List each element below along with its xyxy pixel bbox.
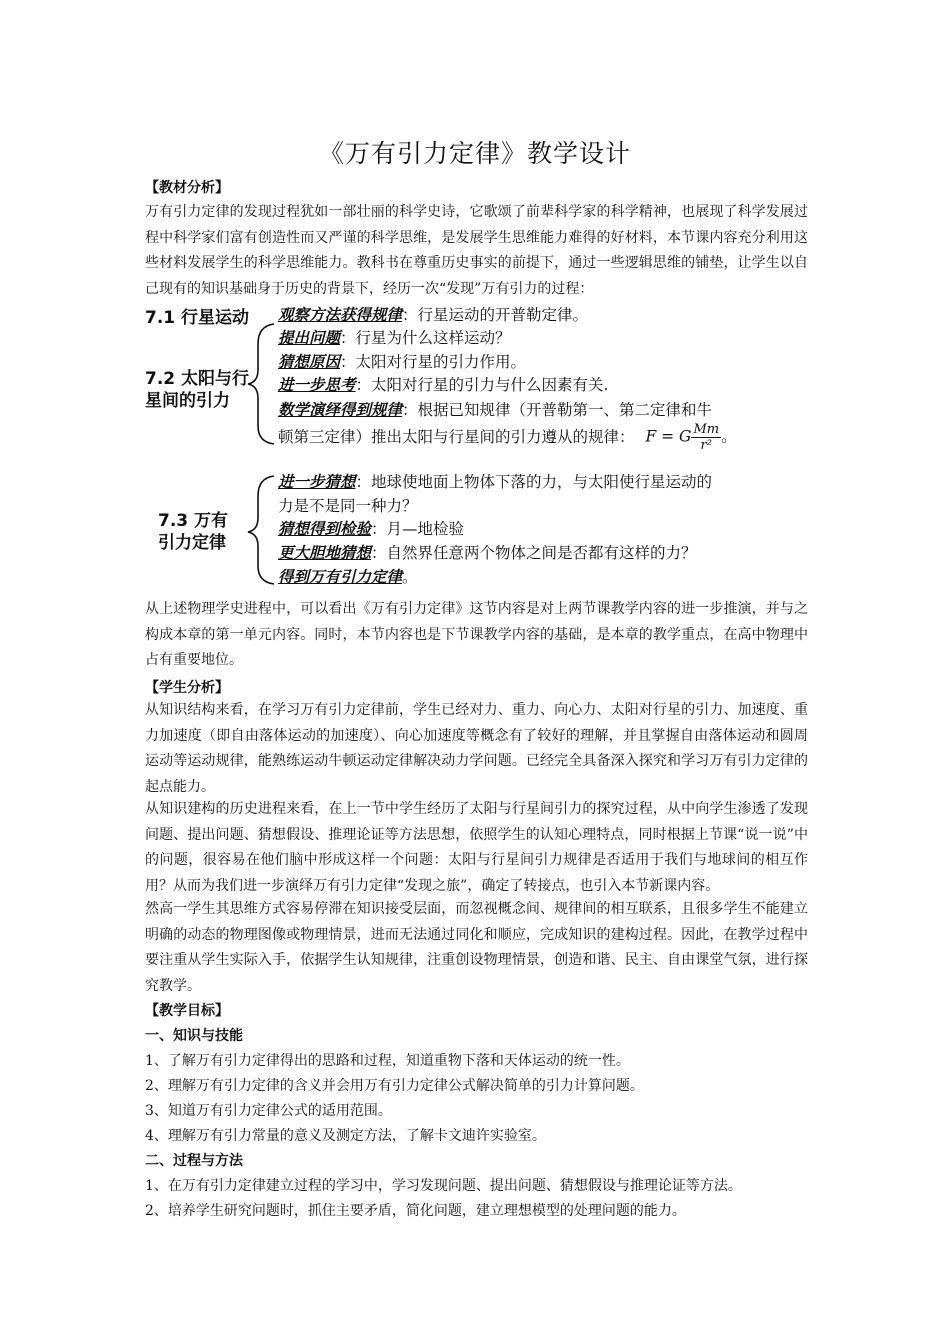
page-title: 《万有引力定律》教学设计 xyxy=(318,139,631,168)
concept-map-braces xyxy=(140,300,280,590)
concept-map-item: 数学演绎得到规律：根据已知规律（开普勒第一、第二定律和牛 xyxy=(278,401,713,419)
concept-map-item: 提出问题：行星为什么这样运动？ xyxy=(278,329,511,347)
concept-map-item: 猜想原因：太阳对行星的引力作用。 xyxy=(278,353,527,371)
student-analysis-paragraph-2: 从知识建构的历史进程来看，在上一节中学生经历了太阳与行星间引力的探究过程，从中向学生渗透了发现问题、提出问题、猜想假设、推理论证等方法思想，依照学生的认知心理特点，同时根据上节课“说一说”中的问题，很容易在他们脑中形成这样一个问题：太阳与行星间引力规律是否适用于我们与地球间的相互作用？从而为我们进一步演绎万有引力定律“发现之旅”，确定了转接点，也引入本节新课内容。 xyxy=(145,801,808,894)
concept-map-item: 进一步猜想：地球使地面上物体下落的力，与太阳使行星运动的 xyxy=(278,473,713,491)
goal-item: 2、理解万有引力定律的含义并会用万有引力定律公式解决简单的引力计算问题。 xyxy=(145,1078,644,1094)
brace-7-2 xyxy=(248,324,274,444)
concept-map-head-7-1: 7.1 行星运动 xyxy=(145,308,250,328)
brace-7-3 xyxy=(248,476,274,584)
concept-map-head-7-3: 7.3 万有引力定律 xyxy=(158,511,229,553)
concept-map xyxy=(140,300,820,590)
concept-map-item: 更大胆地猜想：自然界任意两个物体之间是否都有这样的力？ xyxy=(278,544,697,562)
section-heading-teaching-goals: 【教学目标】 xyxy=(145,1003,229,1019)
concept-map-item: 顿第三定律）推出太阳与行星间的引力遵从的规律： F = G $\frac{Mm}{\text{r²}}$ 。 xyxy=(278,422,737,453)
concept-map-item: 力是不是同一种力？ xyxy=(278,497,418,515)
section-heading-textbook-analysis: 【教材分析】 xyxy=(145,180,229,196)
subheading-knowledge-skills: 一、知识与技能 xyxy=(145,1028,243,1044)
concept-map-item: 观察方法获得规律：行星运动的开普勒定律。 xyxy=(278,306,589,324)
concept-map-item: 进一步思考：太阳对行星的引力与什么因素有关. xyxy=(278,376,609,394)
textbook-analysis-paragraph-2: 从上述物理学史进程中，可以看出《万有引力定律》这节内容是对上两节课教学内容的进一步推演，并与之构成本章的第一单元内容。同时，本节内容也是下节课教学内容的基础，是本章的教学重点，在高中物理中占有重要地位。 xyxy=(145,601,808,668)
concept-map-head-7-2: 7.2 太阳与行星间的引力 xyxy=(145,369,250,411)
textbook-analysis-paragraph-1: 万有引力定律的发现过程犹如一部壮丽的科学史诗，它歌颂了前辈科学家的科学精神，也展现了科学发展过程中科学家们富有创造性而又严谨的科学思维，是发展学生思维能力难得的好材料，本节课内容充分利用这些材料发展学生的科学思维能力。教科书在尊重历史事实的前提下，通过一些逻辑思维的铺垫，让学生以自己现有的知识基础身于历史的背景下，经历一次“发现”万有引力的过程： xyxy=(145,204,808,297)
gravitation-formula: F = G $\frac{Mm}{\text{r²}}$ 。 xyxy=(645,422,737,453)
section-heading-student-analysis: 【学生分析】 xyxy=(145,680,229,696)
goal-item: 1、了解万有引力定律得出的思路和过程，知道重物下落和天体运动的统一性。 xyxy=(145,1053,630,1069)
goal-item: 1、在万有引力定律建立过程的学习中，学习发现问题、提出问题、猜想假设与推理论证等方法。 xyxy=(145,1178,742,1194)
student-analysis-paragraph-3: 然高一学生其思维方式容易停滞在知识接受层面，而忽视概念间、规律间的相互联系，且很多学生不能建立明确的动态的物理图像或物理情景，进而无法通过同化和顺应，完成知识的建构过程。因此，在教学过程中要注重从学生实际入手，依据学生认知规律，注重创设物理情景，创造和谐、民主、自由课堂气氛，进行探究教学。 xyxy=(145,901,808,994)
concept-map-item: 猜想得到检验：月—地检验 xyxy=(278,520,465,538)
goal-item: 3、知道万有引力定律公式的适用范围。 xyxy=(145,1103,392,1119)
goal-item: 2、培养学生研究问题时，抓住主要矛盾，简化问题，建立理想模型的处理问题的能力。 xyxy=(145,1203,686,1219)
student-analysis-paragraph-1: 从知识结构来看，在学习万有引力定律前，学生已经对力、重力、向心力、太阳对行星的引力、加速度、重力加速度（即自由落体运动的加速度）、向心加速度等概念有了较好的理解，并且掌握自由落体运动和圆周运动等运动规律，能熟练运动牛顿运动定律解决动力学问题。已经完全具备深入探究和学习万有引力定律的起点能力。 xyxy=(145,702,808,795)
subheading-process-methods: 二、过程与方法 xyxy=(145,1153,243,1169)
concept-map-item: 得到万有引力定律。 xyxy=(278,568,418,586)
goal-item: 4、理解万有引力常量的意义及测定方法，了解卡文迪许实验室。 xyxy=(145,1128,546,1144)
